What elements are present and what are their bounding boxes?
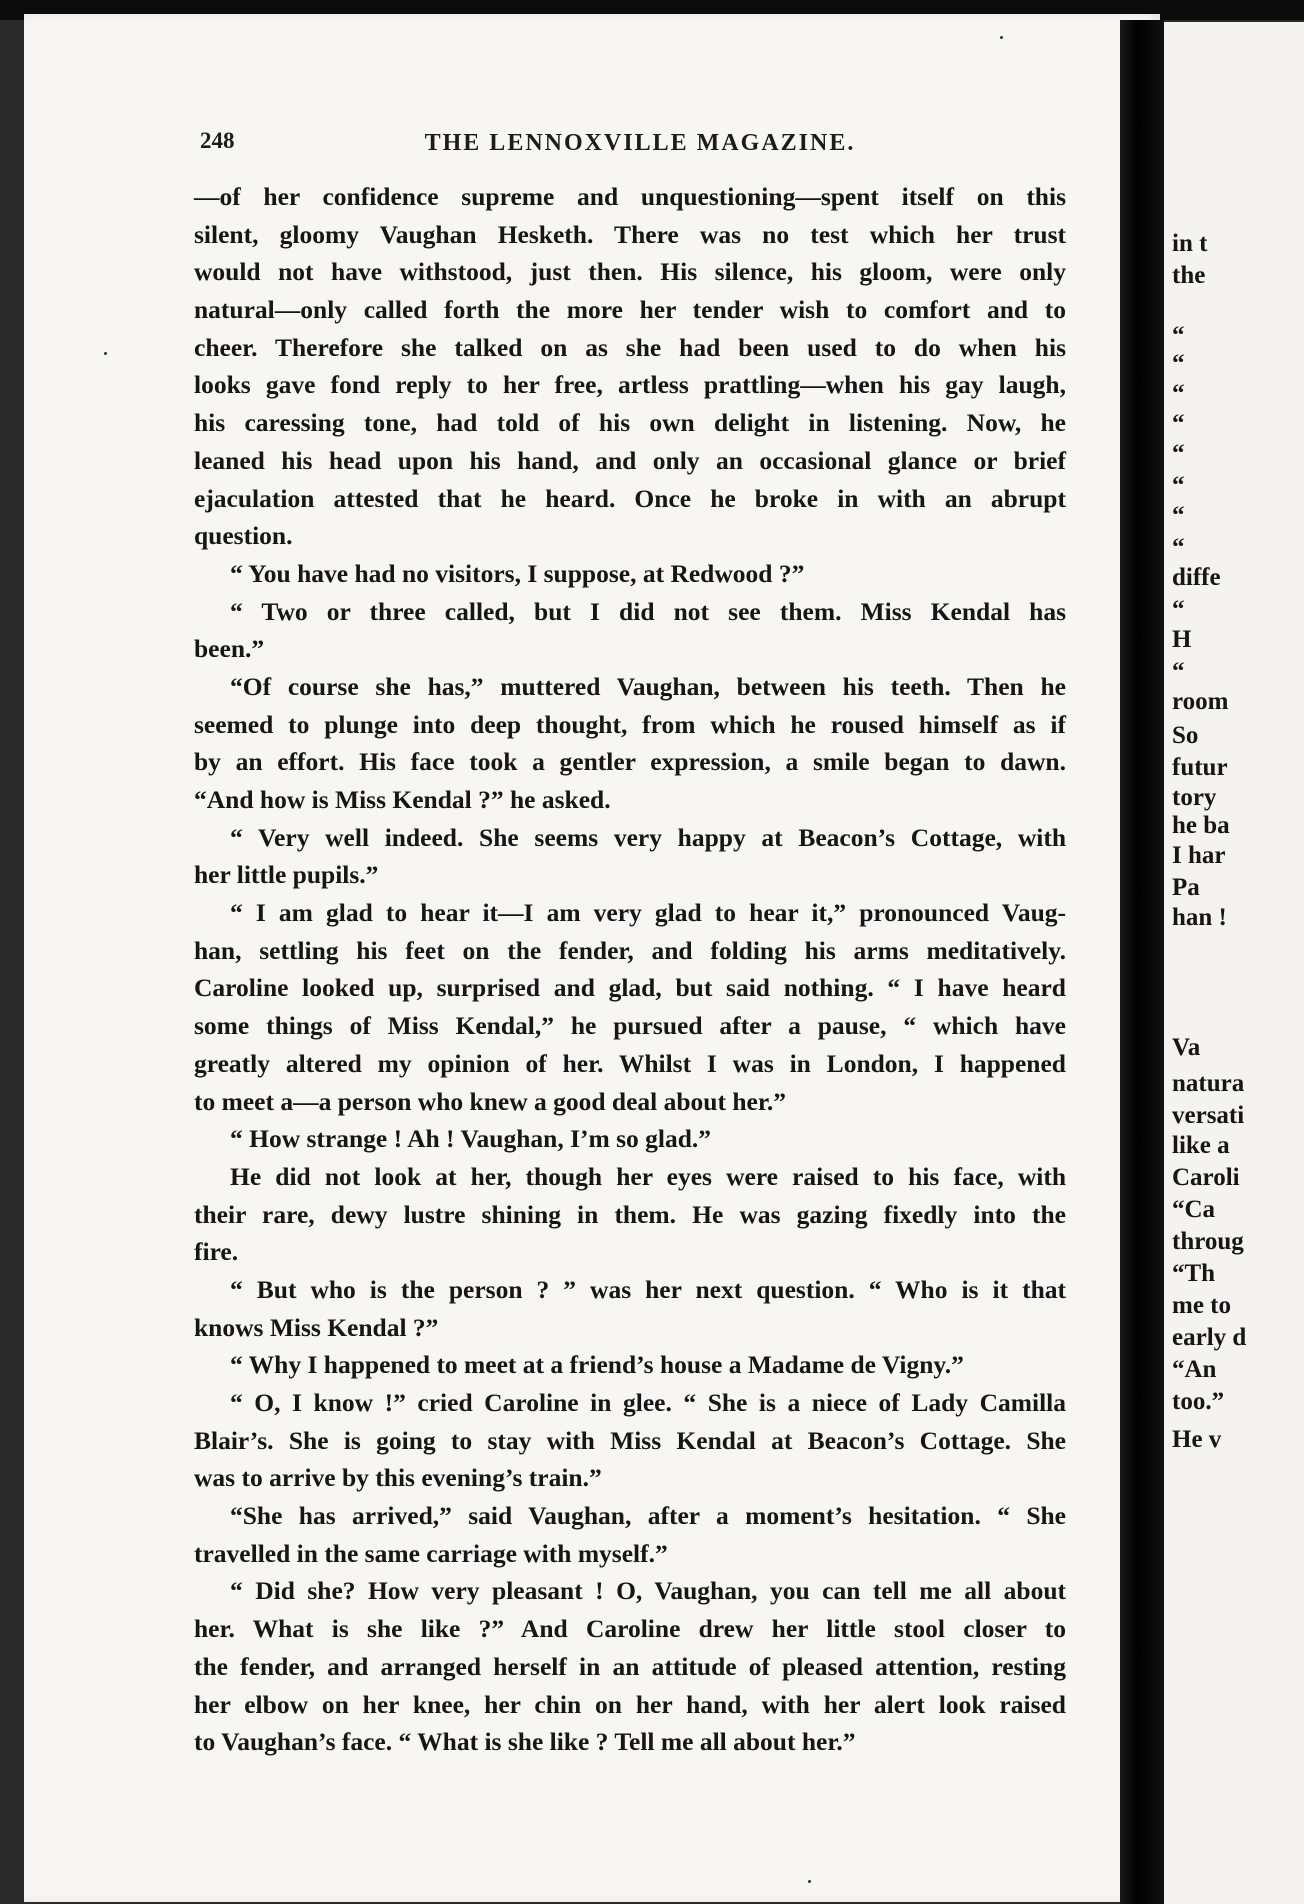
text-line: “ How strange ! Ah ! Vaughan, I’m so glad.” (230, 1124, 712, 1154)
text-line: He did not look at her, though her eyes were raised to his face, with (230, 1161, 1066, 1191)
facing-page-fragment: natura (1172, 1070, 1245, 1097)
text-line: “And how is Miss Kendal ?” he asked. (194, 785, 611, 814)
facing-page-fragment: like a (1172, 1132, 1230, 1159)
text-line: would not have withstood, just then. His silence, his gloom, were only (194, 257, 1066, 287)
text-line: “She has arrived,” said Vaughan, after a moment’s hesitation. “ She (230, 1501, 1066, 1531)
text-line: her. What is she like ?” And Caroline drew her little stool closer to (194, 1614, 1066, 1644)
text-line: her little pupils.” (194, 860, 379, 890)
text-line: “ Did she? How very pleasant ! O, Vaughan, you can tell me all about (230, 1576, 1066, 1606)
text-line: his caressing tone, had told of his own delight in listening. Now, he (194, 408, 1066, 438)
text-line: by an effort. His face took a gentler expression, a smile began to dawn. (194, 747, 1066, 777)
running-head (200, 128, 1080, 172)
facing-page-fragment: han ! (1172, 904, 1227, 931)
facing-page-fragment: “ (1172, 596, 1185, 623)
facing-page-fragment: Va (1172, 1034, 1201, 1061)
text-line: their rare, dewy lustre shining in them. He was gazing fixedly into the (194, 1199, 1066, 1229)
text-line: travelled in the same carriage with myself.” (194, 1538, 668, 1568)
facing-page-fragment: “ (1172, 502, 1185, 529)
text-line: “ Why I happened to meet at a friend’s house a Madame de Vigny.” (230, 1350, 964, 1380)
facing-page-fragment: He v (1172, 1426, 1222, 1453)
facing-page-fragment: too.” (1172, 1388, 1225, 1415)
facing-page-fragment: “ (1172, 440, 1185, 467)
facing-page-fragment: Pa (1172, 874, 1200, 901)
facing-page-fragment: H (1172, 626, 1192, 653)
facing-page-fragment: “ (1172, 322, 1185, 349)
magazine-title: THE LENNOXVILLE MAGAZINE. (424, 130, 856, 156)
facing-page-fragment: in t (1172, 230, 1208, 257)
facing-page-fragment: he ba (1172, 812, 1230, 839)
text-line: fire. (194, 1237, 239, 1267)
text-line: some things of Miss Kendal,” he pursued after a pause, “ which have (194, 1011, 1066, 1041)
facing-page-fragment: “Ca (1172, 1196, 1216, 1223)
facing-page-fragment: I har (1172, 842, 1226, 869)
facing-page-fragment: “ (1172, 380, 1185, 407)
facing-page-fragment: “Th (1172, 1260, 1216, 1287)
text-line: the fender, and arranged herself in an attitude of pleased attention, resting (194, 1651, 1066, 1681)
text-line: to Vaughan’s face. “ What is she like ? Tell me all about her.” (194, 1727, 856, 1757)
text-line: looks gave fond reply to her free, artless prattling—when his gay laugh, (194, 370, 1066, 400)
text-line: seemed to plunge into deep thought, from which he roused himself as if (194, 709, 1066, 739)
scan-speck (808, 1880, 811, 1883)
facing-page-fragment: Caroli (1172, 1164, 1240, 1191)
facing-page-fragment: “ (1172, 410, 1185, 437)
facing-page-fragment: throug (1172, 1228, 1244, 1255)
scan-speck (1000, 36, 1003, 39)
facing-page-fragment: the (1172, 262, 1206, 289)
text-line: Blair’s. She is going to stay with Miss Kendal at Beacon’s Cottage. She (194, 1425, 1066, 1455)
text-line: cheer. Therefore she talked on as she had been used to do when his (194, 332, 1066, 362)
facing-page-edge (1164, 22, 1304, 1904)
text-line: knows Miss Kendal ?” (194, 1312, 439, 1342)
text-line: leaned his head upon his hand, and only an occasional glance or brief (194, 445, 1066, 475)
text-line: greatly altered my opinion of her. Whilst I was in London, I happened (194, 1048, 1066, 1078)
text-line: “ Very well indeed. She seems very happy at Beacon’s Cottage, with (230, 822, 1066, 852)
text-line: natural—only called forth the more her tender wish to comfort and to (194, 295, 1066, 325)
text-line: “ O, I know !” cried Caroline in glee. “ She is a niece of Lady Camilla (230, 1388, 1066, 1417)
facing-page-fragment: early d (1172, 1324, 1247, 1351)
facing-page-fragment: “ (1172, 658, 1185, 685)
text-line: “ You have had no visitors, I suppose, at Redwood ?” (230, 558, 805, 588)
text-line: question. (194, 521, 293, 551)
facing-page-fragment: diffe (1172, 564, 1221, 591)
text-line: han, settling his feet on the fender, and folding his arms meditatively. (194, 935, 1066, 965)
text-line: “ I am glad to hear it—I am very glad to hear it,” pronounced Vaug- (230, 898, 1066, 928)
facing-page-fragment: versati (1172, 1102, 1245, 1129)
text-line: “ But who is the person ? ” was her next question. “ Who is it that (230, 1274, 1066, 1304)
text-line: silent, gloomy Vaughan Hesketh. There was no test which her trust (194, 219, 1066, 249)
facing-page-fragment: “ (1172, 472, 1185, 499)
text-line: Caroline looked up, surprised and glad, but said nothing. “ I have heard (194, 973, 1066, 1003)
text-line: —of her confidence supreme and unquestioning—spent itself on this (194, 182, 1066, 211)
facing-page-fragment: tory (1172, 784, 1217, 811)
facing-page-fragment: So (1172, 722, 1199, 749)
book-gutter (1120, 20, 1164, 1904)
facing-page-fragment: me to (1172, 1292, 1231, 1319)
facing-page-fragment: “An (1172, 1356, 1217, 1383)
text-line: her elbow on her knee, her chin on her hand, with her alert look raised (194, 1689, 1066, 1719)
scan-speck (104, 352, 107, 355)
facing-page-fragment: futur (1172, 754, 1228, 781)
text-line: “Of course she has,” muttered Vaughan, between his teeth. Then he (230, 671, 1066, 701)
facing-page-fragment: “ (1172, 350, 1185, 377)
text-line: ejaculation attested that he heard. Once he broke in with an abrupt (194, 483, 1066, 513)
body-text (194, 178, 1066, 1761)
page-number: 248 (200, 128, 235, 153)
text-line: was to arrive by this evening’s train.” (194, 1463, 602, 1493)
text-line: to meet a—a person who knew a good deal about her.” (194, 1086, 786, 1116)
text-line: “ Two or three called, but I did not see them. Miss Kendal has (230, 596, 1066, 626)
text-line: been.” (194, 634, 265, 664)
facing-page-fragment: “ (1172, 534, 1185, 561)
facing-page-fragment: room (1172, 688, 1229, 715)
